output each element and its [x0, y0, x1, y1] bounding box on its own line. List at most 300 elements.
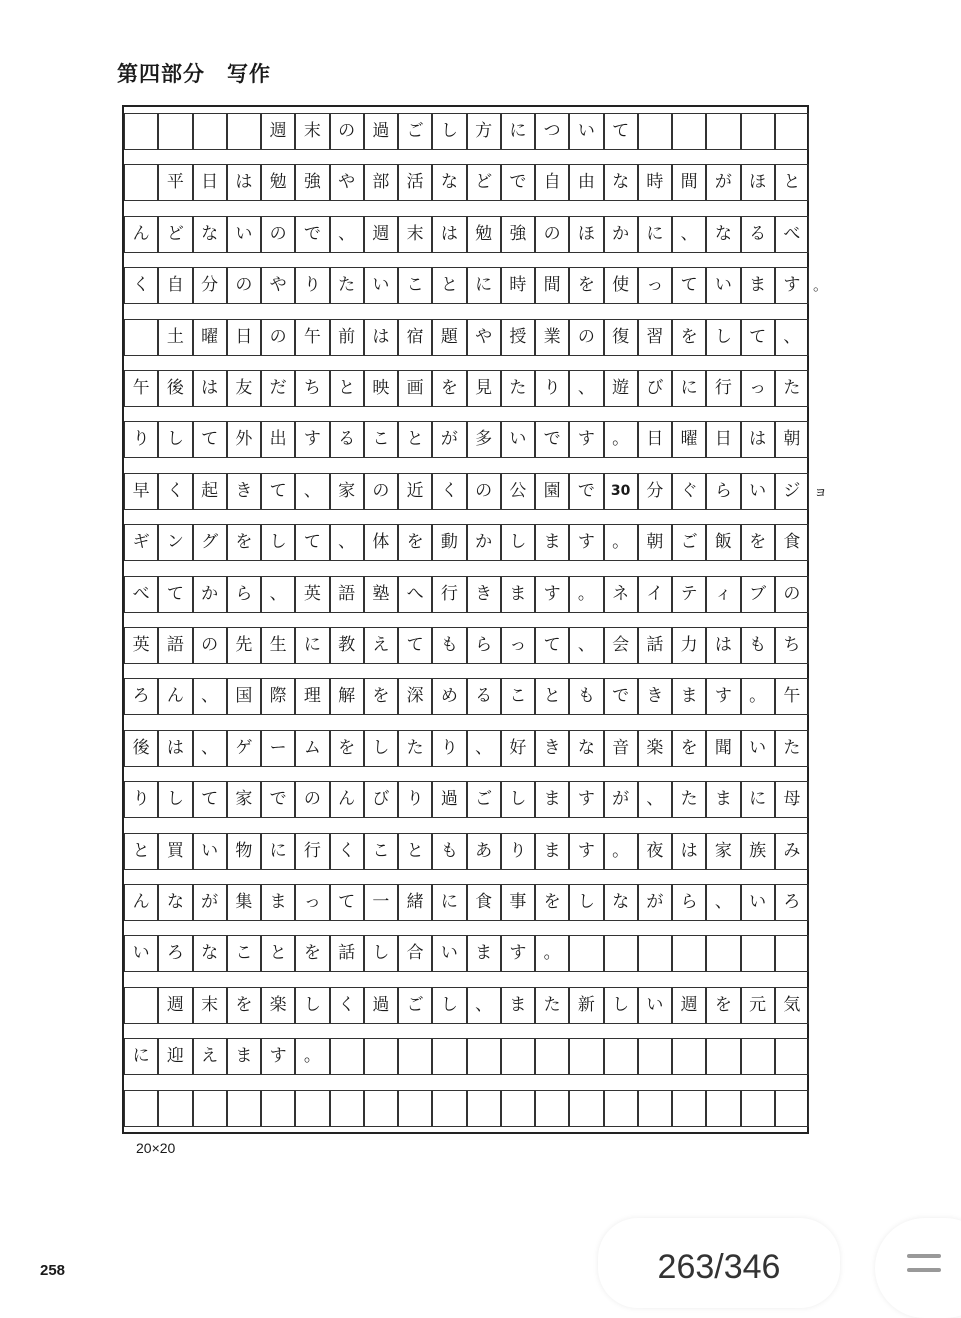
grid-cell: [775, 935, 809, 972]
grid-cell: 起: [193, 473, 227, 510]
grid-cell: と: [398, 421, 432, 458]
grid-cell: [706, 935, 740, 972]
grid-cell: 買: [158, 833, 192, 870]
grid-cell: [330, 1038, 364, 1075]
grid-cell: て: [158, 576, 192, 613]
grid-cell: 曜: [672, 421, 706, 458]
grid-cell: 日: [706, 421, 740, 458]
grid-cell: に: [295, 627, 329, 664]
grid-cell: ご: [398, 113, 432, 150]
grid-cell: は: [158, 730, 192, 767]
grid-cell: は: [364, 319, 398, 356]
grid-cell: 。: [569, 576, 603, 613]
grid-cell: こ: [227, 935, 261, 972]
grid-cell: 、: [672, 216, 706, 253]
menu-button[interactable]: [875, 1218, 961, 1318]
grid-cell: な: [604, 884, 638, 921]
grid-cell: ブ: [741, 576, 775, 613]
section-title: 第四部分 写作: [117, 61, 271, 86]
grid-cell: が: [706, 164, 740, 201]
grid-cell: し: [364, 730, 398, 767]
grid-cell: [775, 113, 809, 150]
grid-cell: 午: [775, 678, 809, 715]
grid-cell: 授: [501, 319, 535, 356]
grid-cell: ん: [124, 884, 158, 921]
grid-cell: に: [432, 884, 466, 921]
grid-cell: 事: [501, 884, 535, 921]
grid-cell: と: [124, 833, 158, 870]
grid-cell: す: [569, 421, 603, 458]
grid-cell: ィ: [706, 576, 740, 613]
grid-cell: い: [741, 473, 775, 510]
grid-cell: 気: [775, 987, 809, 1024]
grid-cell: 外: [227, 421, 261, 458]
grid-cell: に: [672, 370, 706, 407]
grid-cell: 朝: [638, 524, 672, 561]
grid-cell: ま: [535, 524, 569, 561]
grid-cell: [672, 935, 706, 972]
grid-cell: は: [432, 216, 466, 253]
grid-cell: が: [193, 884, 227, 921]
grid-cell: 食: [775, 524, 809, 561]
grid-cell: る: [330, 421, 364, 458]
grid-cell: ゲ: [227, 730, 261, 767]
grid-cell: っ: [295, 884, 329, 921]
grid-cell: と: [261, 935, 295, 972]
grid-cell: ち: [775, 627, 809, 664]
grid-cell: な: [158, 884, 192, 921]
grid-cell: き: [227, 473, 261, 510]
grid-cell: に: [261, 833, 295, 870]
grid-cell: で: [604, 678, 638, 715]
grid-cell: 緒: [398, 884, 432, 921]
grid-cell: て: [535, 627, 569, 664]
grid-cell: 楽: [638, 730, 672, 767]
grid-cell: か: [467, 524, 501, 561]
grid-cell: つ: [535, 113, 569, 150]
grid-cell: し: [261, 524, 295, 561]
grid-cell: を: [330, 730, 364, 767]
grid-cell: み: [775, 833, 809, 870]
grid-cell: が: [432, 421, 466, 458]
grid-cell: ち: [295, 370, 329, 407]
grid-cell: て: [330, 884, 364, 921]
grid-cell: 日: [193, 164, 227, 201]
grid-cell: 過: [364, 113, 398, 150]
grid-cell: ま: [535, 781, 569, 818]
grid-cell: を: [706, 987, 740, 1024]
grid-cell: ん: [124, 216, 158, 253]
grid-cell: 、: [775, 319, 809, 356]
grid-cell: の: [261, 319, 295, 356]
grid-cell: 行: [706, 370, 740, 407]
grid-cell: い: [706, 267, 740, 304]
grid-cell: ろ: [124, 678, 158, 715]
grid-cell: だ: [261, 370, 295, 407]
grid-cell: ギ: [124, 524, 158, 561]
grid-cell: 英: [295, 576, 329, 613]
grid-cell: を: [672, 730, 706, 767]
grid-cell: [364, 1038, 398, 1075]
grid-cell: い: [741, 884, 775, 921]
grid-cell: 話: [638, 627, 672, 664]
grid-cell: 先: [227, 627, 261, 664]
grid-cell: [432, 1038, 466, 1075]
grid-cell: こ: [398, 267, 432, 304]
grid-cell: 末: [398, 216, 432, 253]
grid-cell: の: [330, 113, 364, 150]
page-indicator[interactable]: [598, 1218, 840, 1308]
grid-cell: 午: [295, 319, 329, 356]
grid-cell: 業: [535, 319, 569, 356]
grid-cell: ま: [706, 781, 740, 818]
grid-cell: ど: [158, 216, 192, 253]
grid-cell: [535, 1038, 569, 1075]
grid-cell: 友: [227, 370, 261, 407]
grid-cell: し: [569, 884, 603, 921]
grid-cell: た: [775, 370, 809, 407]
grid-cell: 家: [227, 781, 261, 818]
grid-cell: [261, 1090, 295, 1127]
grid-cell: て: [295, 524, 329, 561]
manuscript-grid: [122, 105, 809, 1134]
grid-cell: 宿: [398, 319, 432, 356]
grid-cell: 公: [501, 473, 535, 510]
grid-cell: [227, 1090, 261, 1127]
grid-cell: 題: [432, 319, 466, 356]
grid-cell: 分: [638, 473, 672, 510]
grid-cell: 平: [158, 164, 192, 201]
grid-cell: て: [604, 113, 638, 150]
grid-cell: に: [501, 113, 535, 150]
grid-cell: で: [295, 216, 329, 253]
grid-cell: い: [193, 833, 227, 870]
grid-cell: 園: [535, 473, 569, 510]
grid-cell: 音: [604, 730, 638, 767]
grid-cell: 週: [364, 216, 398, 253]
grid-cell: 遊: [604, 370, 638, 407]
grid-cell: ま: [741, 267, 775, 304]
grid-cell: て: [672, 267, 706, 304]
grid-cell: を: [364, 678, 398, 715]
grid-cell: は: [706, 627, 740, 664]
grid-cell: [569, 935, 603, 972]
grid-cell: 、: [706, 884, 740, 921]
grid-cell: 英: [124, 627, 158, 664]
grid-cell: 朝: [775, 421, 809, 458]
margin-overflow-char: 。: [813, 276, 829, 295]
grid-cell: 、: [467, 730, 501, 767]
margin-overflow-char: ョ: [813, 481, 829, 500]
grid-cell: に: [638, 216, 672, 253]
grid-cell: 塾: [364, 576, 398, 613]
grid-cell: の: [569, 319, 603, 356]
grid-cell: す: [501, 935, 535, 972]
grid-cell: ジ: [775, 473, 809, 510]
grid-cell: [638, 1090, 672, 1127]
grid-cell: な: [193, 216, 227, 253]
grid-cell: を: [569, 267, 603, 304]
grid-cell: 力: [672, 627, 706, 664]
grid-cell: 話: [330, 935, 364, 972]
grid-cell: し: [501, 781, 535, 818]
grid-cell: 末: [193, 987, 227, 1024]
grid-cell: [569, 1090, 603, 1127]
grid-cell: と: [775, 164, 809, 201]
grid-cell: [706, 1038, 740, 1075]
grid-cell: 週: [261, 113, 295, 150]
grid-cell: 強: [295, 164, 329, 201]
grid-cell: [706, 1090, 740, 1127]
grid-cell: 家: [330, 473, 364, 510]
grid-cell: な: [706, 216, 740, 253]
grid-cell: 、: [638, 781, 672, 818]
grid-cell: い: [124, 935, 158, 972]
grid-cell: 集: [227, 884, 261, 921]
grid-cell: す: [569, 781, 603, 818]
grid-cell: な: [569, 730, 603, 767]
grid-cell: の: [227, 267, 261, 304]
grid-cell: 自: [158, 267, 192, 304]
grid-cell: い: [364, 267, 398, 304]
grid-cell: は: [227, 164, 261, 201]
grid-cell: ま: [501, 987, 535, 1024]
grid-cell: し: [295, 987, 329, 1024]
grid-cell: 前: [330, 319, 364, 356]
grid-cell: 勉: [467, 216, 501, 253]
grid-cell: ら: [672, 884, 706, 921]
grid-cell: っ: [501, 627, 535, 664]
grid-cell: を: [295, 935, 329, 972]
grid-cell: [193, 113, 227, 150]
grid-cell: 。: [535, 935, 569, 972]
grid-cell: を: [227, 524, 261, 561]
grid-cell: ご: [672, 524, 706, 561]
grid-cell: な: [193, 935, 227, 972]
grid-cell: 30: [604, 473, 638, 510]
grid-cell: [535, 1090, 569, 1127]
grid-cell: い: [432, 935, 466, 972]
grid-cell: [124, 319, 158, 356]
grid-cell: [741, 1090, 775, 1127]
grid-cell: 間: [672, 164, 706, 201]
grid-cell: を: [535, 884, 569, 921]
grid-cell: い: [501, 421, 535, 458]
grid-cell: す: [569, 524, 603, 561]
grid-cell: す: [295, 421, 329, 458]
grid-cell: て: [193, 781, 227, 818]
grid-cell: た: [672, 781, 706, 818]
grid-cell: の: [535, 216, 569, 253]
grid-cell: り: [295, 267, 329, 304]
grid-cell: く: [330, 833, 364, 870]
grid-cell: ン: [158, 524, 192, 561]
grid-cell: ら: [227, 576, 261, 613]
grid-cell: 母: [775, 781, 809, 818]
grid-cell: り: [501, 833, 535, 870]
grid-cell: べ: [775, 216, 809, 253]
grid-cell: を: [227, 987, 261, 1024]
grid-cell: 、: [261, 576, 295, 613]
grid-cell: で: [501, 164, 535, 201]
grid-cell: 。: [741, 678, 775, 715]
grid-cell: [295, 1090, 329, 1127]
grid-cell: 後: [124, 730, 158, 767]
grid-cell: 時: [501, 267, 535, 304]
grid-cell: て: [398, 627, 432, 664]
grid-cell: に: [467, 267, 501, 304]
grid-cell: 教: [330, 627, 364, 664]
grid-cell: ほ: [741, 164, 775, 201]
grid-cell: し: [432, 987, 466, 1024]
grid-cell: や: [330, 164, 364, 201]
grid-cell: [638, 113, 672, 150]
grid-cell: 土: [158, 319, 192, 356]
grid-cell: し: [706, 319, 740, 356]
grid-cell: の: [775, 576, 809, 613]
grid-cell: 新: [569, 987, 603, 1024]
grid-cell: き: [467, 576, 501, 613]
grid-cell: 理: [295, 678, 329, 715]
grid-cell: て: [193, 421, 227, 458]
grid-cell: と: [398, 833, 432, 870]
grid-cell: 族: [741, 833, 775, 870]
grid-cell: 行: [432, 576, 466, 613]
grid-cell: び: [364, 781, 398, 818]
grid-cell: し: [158, 421, 192, 458]
grid-cell: し: [501, 524, 535, 561]
grid-cell: ご: [467, 781, 501, 818]
grid-cell: る: [467, 678, 501, 715]
grid-cell: 、: [295, 473, 329, 510]
grid-cell: [604, 935, 638, 972]
grid-cell: て: [261, 473, 295, 510]
grid-cell: 間: [535, 267, 569, 304]
grid-cell: 、: [193, 678, 227, 715]
grid-cell: 末: [295, 113, 329, 150]
grid-cell: 方: [467, 113, 501, 150]
grid-cell: 勉: [261, 164, 295, 201]
grid-cell: 際: [261, 678, 295, 715]
grid-cell: き: [535, 730, 569, 767]
grid-cell: 出: [261, 421, 295, 458]
grid-cell: ご: [398, 987, 432, 1024]
grid-cell: い: [569, 113, 603, 150]
grid-cell: は: [193, 370, 227, 407]
grid-cell: [501, 1038, 535, 1075]
grid-cell: 復: [604, 319, 638, 356]
grid-cell: 食: [467, 884, 501, 921]
grid-cell: 合: [398, 935, 432, 972]
grid-cell: グ: [193, 524, 227, 561]
grid-cell: 夜: [638, 833, 672, 870]
grid-cell: か: [193, 576, 227, 613]
grid-cell: 早: [124, 473, 158, 510]
grid-cell: い: [741, 730, 775, 767]
grid-cell: [124, 1090, 158, 1127]
grid-cell: 自: [535, 164, 569, 201]
grid-cell: 。: [295, 1038, 329, 1075]
grid-cell: は: [672, 833, 706, 870]
grid-cell: 見: [467, 370, 501, 407]
grid-cell: [432, 1090, 466, 1127]
grid-cell: 動: [432, 524, 466, 561]
page-indicator-text: 263/346: [657, 1248, 781, 1286]
grid-cell: へ: [398, 576, 432, 613]
grid-cell: で: [535, 421, 569, 458]
grid-cell: [398, 1038, 432, 1075]
grid-cell: び: [638, 370, 672, 407]
grid-cell: い: [227, 216, 261, 253]
grid-cell: べ: [124, 576, 158, 613]
grid-cell: を: [432, 370, 466, 407]
grid-cell: き: [638, 678, 672, 715]
grid-cell: 習: [638, 319, 672, 356]
grid-cell: に: [124, 1038, 158, 1075]
grid-cell: 近: [398, 473, 432, 510]
grid-cell: い: [638, 987, 672, 1024]
grid-cell: [672, 113, 706, 150]
grid-cell: イ: [638, 576, 672, 613]
grid-cell: ま: [227, 1038, 261, 1075]
grid-cell: す: [706, 678, 740, 715]
grid-cell: 由: [569, 164, 603, 201]
grid-cell: [467, 1038, 501, 1075]
grid-cell: り: [124, 421, 158, 458]
grid-cell: を: [741, 524, 775, 561]
grid-cell: で: [261, 781, 295, 818]
grid-cell: ろ: [158, 935, 192, 972]
grid-cell: こ: [364, 833, 398, 870]
grid-cell: の: [295, 781, 329, 818]
grid-size-label: 20×20: [136, 1140, 176, 1156]
grid-cell: た: [330, 267, 364, 304]
grid-cell: し: [604, 987, 638, 1024]
grid-cell: 活: [398, 164, 432, 201]
grid-cell: 。: [604, 524, 638, 561]
grid-cell: ま: [467, 935, 501, 972]
grid-cell: 時: [638, 164, 672, 201]
grid-cell: 強: [501, 216, 535, 253]
page-number: 258: [40, 1262, 66, 1279]
grid-cell: 聞: [706, 730, 740, 767]
grid-cell: す: [261, 1038, 295, 1075]
grid-cell: す: [569, 833, 603, 870]
grid-cell: 飯: [706, 524, 740, 561]
grid-cell: 。: [604, 833, 638, 870]
grid-cell: 曜: [193, 319, 227, 356]
grid-cell: 後: [158, 370, 192, 407]
grid-cell: ら: [467, 627, 501, 664]
grid-cell: [741, 113, 775, 150]
grid-cell: る: [741, 216, 775, 253]
grid-cell: [398, 1090, 432, 1127]
grid-cell: も: [432, 833, 466, 870]
grid-cell: [467, 1090, 501, 1127]
grid-cell: と: [535, 678, 569, 715]
grid-cell: を: [398, 524, 432, 561]
grid-cell: [672, 1038, 706, 1075]
grid-cell: で: [569, 473, 603, 510]
grid-cell: を: [672, 319, 706, 356]
grid-cell: し: [364, 935, 398, 972]
grid-cell: 週: [158, 987, 192, 1024]
grid-cell: ん: [330, 781, 364, 818]
grid-cell: え: [364, 627, 398, 664]
grid-cell: [158, 113, 192, 150]
grid-cell: 会: [604, 627, 638, 664]
grid-cell: た: [775, 730, 809, 767]
